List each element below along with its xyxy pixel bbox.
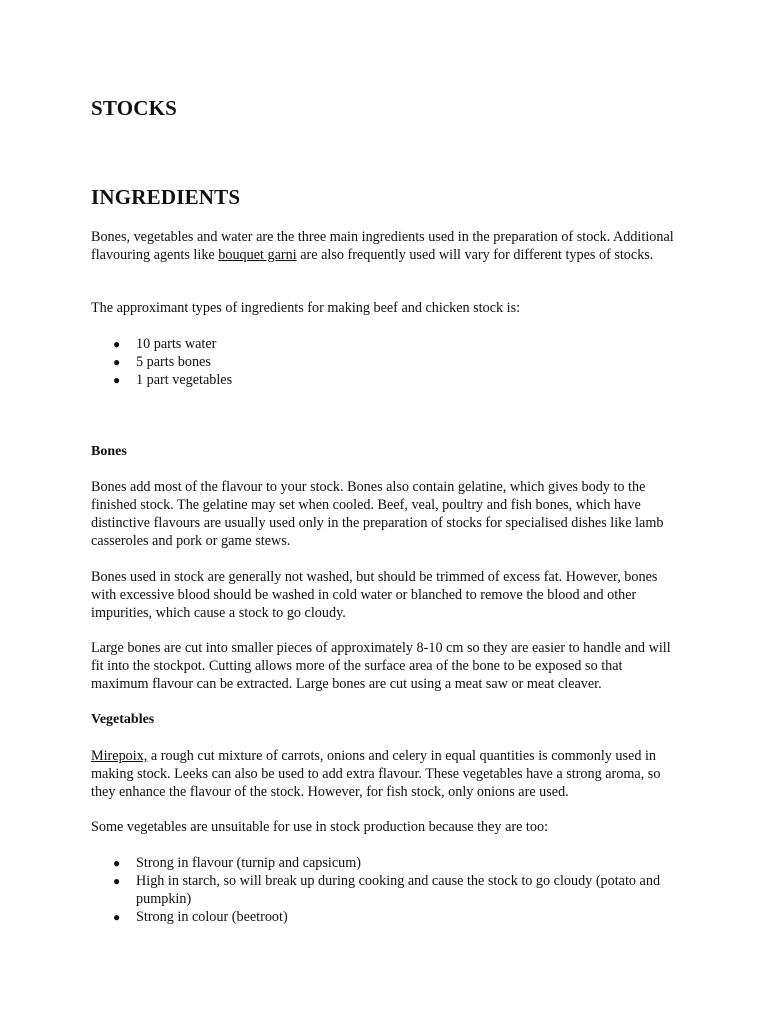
ingredients-intro-paragraph xyxy=(91,228,683,264)
list-item: ● 5 parts bones xyxy=(113,354,211,370)
bullet-icon: ● xyxy=(113,874,121,888)
page-title: STOCKS xyxy=(91,96,178,120)
bullet-icon: ● xyxy=(113,856,121,870)
vegetables-heading: Vegetables xyxy=(91,712,155,727)
bullet-icon: ● xyxy=(113,355,121,369)
unsuitable-vegetables-list xyxy=(91,854,691,926)
list-item: ● Strong in colour (beetroot) xyxy=(113,909,288,925)
ratio-intro-paragraph: The approximant types of ingredients for making beef and chicken stock is: xyxy=(91,300,521,316)
list-item: ● High in starch, so will break up during cooking and cause the stock to go cloudy (potato and pumpkin) xyxy=(113,873,661,907)
ingredients-heading: INGREDIENTS xyxy=(91,185,241,209)
bones-paragraph-1: Bones add most of the flavour to your stock. Bones also contain gelatine, which gives body to the finished stock. The gelatine may set when cooled. Beef, veal, poultry and fish bones, which have distinctive flavours are usually used only in the preparation of stocks for specialised dishes like lamb casseroles and pork or game stews. xyxy=(91,479,664,549)
vegetables-paragraph-1 xyxy=(91,747,683,801)
vegetables-paragraph-2: Some vegetables are unsuitable for use in stock production because they are too: xyxy=(91,819,549,835)
list-item: ● 1 part vegetables xyxy=(113,372,233,388)
mirepoix-text: a rough cut mixture of carrots, onions and celery in equal quantities is commonly used in making stock. Leeks can also be used to add extra flavour. These vegetables have a strong aroma, so they enhance the flavour of the stock. However, for fish stock, only onions are used. xyxy=(91,748,661,800)
bones-paragraph-2: Bones used in stock are generally not washed, but should be trimmed of excess fat. However, bones with excessive blood should be washed in cold water or blanched to remove the blood and other impurities, which cause a stock to go cloudy. xyxy=(91,569,658,621)
list-item: ● Strong in flavour (turnip and capsicum) xyxy=(113,855,361,871)
bouquet-garni-link[interactable]: bouquet garni xyxy=(218,247,297,263)
bullet-icon: ● xyxy=(113,910,121,924)
bullet-icon: ● xyxy=(113,337,121,351)
bullet-icon: ● xyxy=(113,373,121,387)
ratio-list xyxy=(91,335,691,389)
list-item: ● 10 parts water xyxy=(113,336,217,352)
bones-paragraph-3: Large bones are cut into smaller pieces of approximately 8-10 cm so they are easier to handle and will fit into the stockpot. Cutting allows more of the surface area of the bone to be exposed so that maximum flavour can be extracted. Large bones are cut using a meat saw or meat cleaver. xyxy=(91,640,671,692)
intro-text-end: are also frequently used will vary for different types of stocks. xyxy=(296,247,654,263)
bones-heading: Bones xyxy=(91,444,127,459)
intro-text-start: Bones, vegetables and water are the three main ingredients used in the preparation of stock. Additional flavouring agents like xyxy=(91,229,674,263)
mirepoix-link[interactable]: Mirepoix, xyxy=(91,748,148,764)
